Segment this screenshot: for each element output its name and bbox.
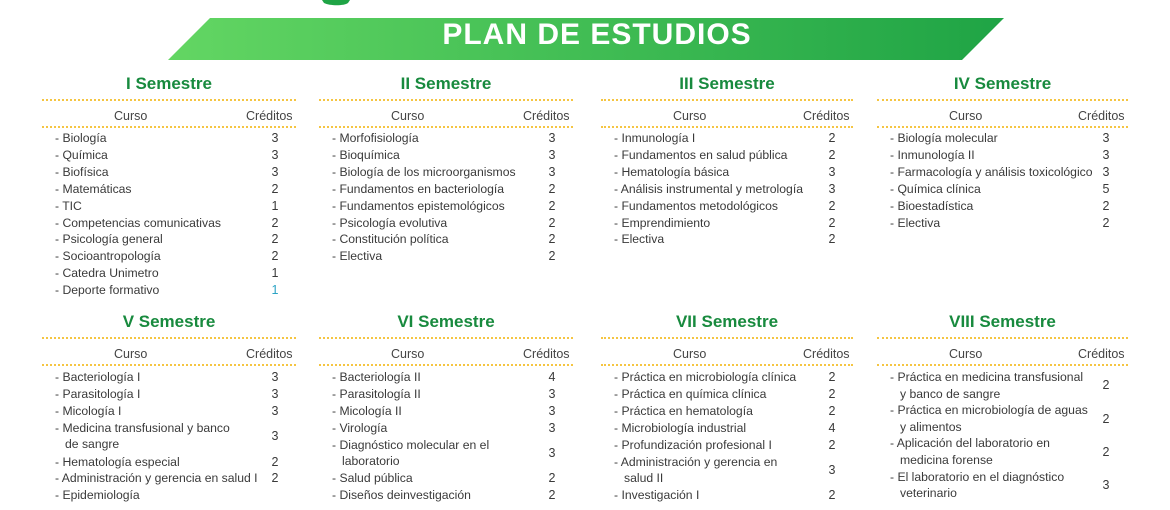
course-name	[55, 164, 109, 181]
course-name	[55, 403, 121, 420]
course-name-line: - Medicina transfusional y banco	[55, 420, 230, 435]
course-credits: 2	[828, 403, 836, 418]
course-name-line: - Competencias comunicativas	[55, 215, 221, 230]
credits-column-header: Créditos	[1078, 347, 1125, 361]
course-credits: 2	[828, 147, 836, 162]
course-credits: 2	[548, 488, 556, 503]
course-name-line: - Bioestadística	[890, 198, 974, 213]
course-name-line: - Práctica en microbiología de aguas	[890, 403, 1088, 418]
course-name	[55, 198, 82, 215]
header-divider	[319, 126, 573, 128]
semester-section	[877, 72, 1128, 272]
course-name	[614, 198, 778, 215]
course-name-line: - El laboratorio en el diagnóstico	[890, 469, 1065, 484]
course-credits: 2	[828, 215, 836, 230]
course-name-line: - Hematología básica	[614, 164, 730, 179]
course-credits: 3	[828, 181, 836, 196]
course-name-line: - Micología II	[332, 403, 402, 418]
course-name	[55, 248, 161, 265]
course-credits: 2	[548, 198, 556, 213]
course-name	[55, 181, 132, 198]
course-name-line: - Bacteriología II	[332, 370, 421, 384]
course-name-line: - Catedra Unimetro	[55, 266, 159, 281]
credits-column-header: Créditos	[523, 347, 570, 361]
course-credits: 2	[828, 386, 836, 401]
course-credits: 3	[548, 446, 556, 461]
course-name	[614, 403, 753, 420]
course-name-line: - Profundización profesional I	[614, 437, 772, 452]
course-column-header: Curso	[391, 347, 425, 361]
course-name	[890, 181, 981, 198]
course-name-line: - Virología	[332, 420, 388, 435]
course-name-line: - Socioantropología	[55, 249, 161, 264]
course-name	[890, 215, 940, 232]
course-name	[332, 248, 382, 265]
course-column-header: Curso	[673, 109, 707, 123]
course-name	[890, 198, 973, 215]
course-name-line: - Psicología evolutiva	[332, 215, 448, 230]
course-name	[55, 420, 230, 454]
course-name-continuation: medicina forense	[900, 453, 993, 468]
course-credits: 2	[828, 488, 836, 503]
course-name	[332, 386, 421, 403]
course-credits: 2	[1102, 444, 1110, 459]
semester-section	[42, 72, 296, 298]
course-name	[890, 130, 998, 147]
course-name	[614, 437, 772, 454]
course-credits: 3	[1102, 131, 1110, 145]
semester-section	[319, 310, 573, 510]
semester-title: VII Semestre	[675, 312, 779, 331]
course-name	[55, 130, 107, 147]
course-name-line: - Diagnóstico molecular en el	[332, 437, 490, 452]
course-name	[55, 231, 163, 248]
credits-column-header: Créditos	[1078, 109, 1125, 123]
course-name	[332, 487, 471, 504]
course-column-header: Curso	[391, 109, 425, 123]
course-name-line: - Deporte formativo	[55, 283, 160, 298]
course-name	[614, 231, 664, 248]
course-credits: 2	[828, 131, 836, 145]
section-divider	[877, 337, 1128, 339]
course-name	[55, 215, 221, 232]
credits-column-header: Créditos	[803, 109, 850, 123]
course-name-line: - Biología de los microorganismos	[332, 164, 516, 179]
course-name-line: - Salud pública	[332, 471, 413, 486]
course-credits: 2	[828, 198, 836, 213]
course-name	[614, 181, 803, 198]
course-name	[55, 487, 140, 504]
header-divider	[601, 126, 853, 128]
course-column-header: Curso	[114, 347, 148, 361]
course-name	[332, 369, 421, 386]
semester-section	[42, 310, 296, 510]
course-name-line: - Fundamentos metodológicos	[614, 198, 778, 213]
semester-section	[601, 72, 853, 272]
course-name-continuation: y alimentos	[900, 419, 962, 434]
course-credits: 1	[271, 266, 279, 281]
course-name-line: - Química clínica	[890, 181, 981, 196]
credits-column-header: Créditos	[523, 109, 570, 123]
course-name	[332, 231, 449, 248]
course-name-line: - Administración y gerencia en	[614, 454, 778, 469]
semester-title: VIII Semestre	[949, 312, 1056, 331]
course-credits: 2	[271, 181, 279, 196]
course-credits: 2	[548, 232, 556, 247]
course-name	[614, 487, 699, 504]
course-credits: 1	[271, 198, 279, 213]
course-name	[55, 470, 258, 487]
course-name	[55, 386, 140, 403]
course-name-continuation: salud II	[624, 471, 664, 486]
course-name-line: - Electiva	[614, 232, 665, 247]
course-name-line: - Electiva	[332, 249, 383, 264]
semester-section	[877, 310, 1128, 510]
course-name-continuation: laboratorio	[342, 454, 400, 469]
course-credits: 3	[271, 403, 279, 418]
credits-column-header: Créditos	[803, 347, 850, 361]
course-column-header: Curso	[114, 109, 148, 123]
course-credits: 3	[548, 147, 556, 162]
section-divider	[319, 337, 573, 339]
course-credits: 3	[548, 386, 556, 401]
course-name-line: - Práctica en microbiología clínica	[614, 370, 797, 384]
semester-title: I Semestre	[126, 74, 212, 93]
course-name-line: - Química	[55, 147, 108, 162]
course-name-line: - Investigación I	[614, 488, 700, 503]
course-name-line: - Inmunología I	[614, 131, 696, 145]
section-divider	[42, 337, 296, 339]
course-name-line: - Biología	[55, 131, 107, 145]
course-credits: 5	[1102, 181, 1110, 196]
course-name-line: - Biología molecular	[890, 131, 998, 145]
course-credits: 3	[271, 370, 279, 384]
course-name	[614, 454, 777, 488]
course-credits: 3	[271, 131, 279, 145]
header-divider	[42, 364, 296, 366]
course-name-line: - Emprendimiento	[614, 215, 711, 230]
course-credits: 3	[1102, 147, 1110, 162]
course-name-line: - Microbiología industrial	[614, 420, 747, 435]
section-divider	[42, 99, 296, 101]
course-credits: 2	[828, 437, 836, 452]
course-name	[332, 181, 504, 198]
course-credits: 2	[548, 181, 556, 196]
semester-title: III Semestre	[679, 74, 775, 93]
course-credits: 2	[271, 471, 279, 486]
course-name-line: - Morfofisiología	[332, 131, 419, 145]
semester-title: II Semestre	[400, 74, 492, 93]
course-name	[55, 369, 140, 386]
course-name-line: - Fundamentos epistemológicos	[332, 198, 505, 213]
course-name-line: - Inmunología II	[890, 147, 975, 162]
course-name	[614, 147, 787, 164]
course-column-header: Curso	[949, 109, 983, 123]
course-name-line: - Práctica en hematología	[614, 403, 753, 418]
course-credits: 3	[828, 164, 836, 179]
course-credits: 2	[828, 370, 836, 384]
course-credits: 2	[1102, 411, 1110, 426]
course-name-continuation: veterinario	[900, 486, 957, 501]
course-name	[55, 147, 108, 164]
course-name	[614, 130, 695, 147]
course-name-line: - Análisis instrumental y metrología	[614, 181, 803, 196]
course-credits: 3	[548, 403, 556, 418]
course-credits: 3	[548, 164, 556, 179]
course-credits: 2	[1102, 378, 1110, 393]
course-credits: 4	[548, 370, 556, 384]
section-divider	[601, 337, 853, 339]
course-credits: 2	[548, 471, 556, 486]
course-credits: 2	[271, 232, 279, 247]
credits-column-header: Créditos	[246, 109, 293, 123]
course-name	[890, 469, 1064, 503]
course-name	[890, 147, 975, 164]
course-name	[55, 454, 180, 471]
course-name	[332, 420, 387, 437]
course-column-header: Curso	[949, 347, 983, 361]
course-name-line: - Fundamentos en salud pública	[614, 147, 788, 162]
course-name	[55, 265, 159, 282]
course-name-line: - Micología I	[55, 403, 122, 418]
course-name-continuation: de sangre	[65, 437, 120, 452]
course-name	[55, 282, 159, 299]
course-credits: 2	[1102, 198, 1110, 213]
page-title: PLAN DE ESTUDIOS	[442, 18, 752, 51]
course-name	[332, 164, 516, 181]
course-name	[332, 470, 413, 487]
course-name	[890, 369, 1083, 403]
course-credits: 3	[828, 462, 836, 477]
course-credits: 3	[271, 164, 279, 179]
course-name-line: - Práctica en química clínica	[614, 386, 767, 401]
header-divider	[319, 364, 573, 366]
course-credits: 4	[828, 420, 836, 435]
course-credits: 1	[271, 283, 279, 298]
course-credits: 2	[1102, 215, 1110, 230]
course-name	[332, 403, 402, 420]
course-credits: 3	[271, 386, 279, 401]
course-name	[332, 437, 489, 471]
course-name	[332, 198, 505, 215]
course-name	[332, 147, 400, 164]
course-credits: 2	[828, 232, 836, 247]
section-divider	[877, 99, 1128, 101]
course-credits: 3	[1102, 477, 1110, 492]
course-name	[332, 215, 447, 232]
course-name-line: - TIC	[55, 198, 82, 213]
course-name-line: - Matemáticas	[55, 181, 132, 196]
header-divider	[877, 126, 1128, 128]
course-credits: 2	[548, 249, 556, 264]
semester-title: V Semestre	[122, 312, 216, 331]
course-name	[890, 164, 1093, 181]
course-credits: 2	[271, 249, 279, 264]
course-name	[332, 130, 419, 147]
course-name-line: - Práctica en medicina transfusional	[890, 370, 1084, 384]
course-name-line: - Bioquímica	[332, 147, 400, 162]
logo-fragment	[322, 0, 350, 5]
header-divider	[42, 126, 296, 128]
course-name	[890, 435, 1050, 469]
course-credits: 2	[548, 215, 556, 230]
course-name-line: - Electiva	[890, 215, 941, 230]
section-divider	[601, 99, 853, 101]
course-name-line: - Bacteriología I	[55, 370, 141, 384]
course-name-line: - Constitución política	[332, 232, 449, 247]
semester-section	[601, 310, 853, 510]
semester-title: IV Semestre	[953, 74, 1052, 93]
credits-column-header: Créditos	[246, 347, 293, 361]
course-name-line: - Fundamentos en bacteriología	[332, 181, 505, 196]
course-name-line: - Diseños deinvestigación	[332, 488, 471, 503]
course-name	[614, 386, 766, 403]
course-name	[890, 402, 1088, 436]
course-name-continuation: y banco de sangre	[900, 386, 1001, 401]
course-name	[614, 369, 796, 386]
course-credits: 3	[271, 429, 279, 444]
section-divider	[319, 99, 573, 101]
course-name-line: - Administración y gerencia en salud I	[55, 471, 258, 486]
course-column-header: Curso	[673, 347, 707, 361]
course-name	[614, 420, 746, 437]
header-divider	[877, 364, 1128, 366]
course-name-line: - Farmacología y análisis toxicológico	[890, 164, 1093, 179]
header-divider	[601, 364, 853, 366]
course-name-line: - Aplicación del laboratorio en	[890, 436, 1050, 451]
semester-section	[319, 72, 573, 272]
course-name-line: - Biofísica	[55, 164, 109, 179]
course-credits: 3	[548, 131, 556, 145]
course-name-line: - Epidemiología	[55, 488, 140, 503]
course-credits: 3	[1102, 164, 1110, 179]
course-credits: 2	[271, 454, 279, 469]
course-name	[614, 215, 710, 232]
course-name-line: - Parasitología II	[332, 386, 421, 401]
course-credits: 2	[271, 215, 279, 230]
course-credits: 3	[548, 420, 556, 435]
semester-title: VI Semestre	[397, 312, 495, 331]
course-name-line: - Parasitología I	[55, 386, 141, 401]
course-name	[614, 164, 729, 181]
course-credits: 3	[271, 147, 279, 162]
course-name-line: - Psicología general	[55, 232, 163, 247]
course-name-line: - Hematología especial	[55, 454, 180, 469]
